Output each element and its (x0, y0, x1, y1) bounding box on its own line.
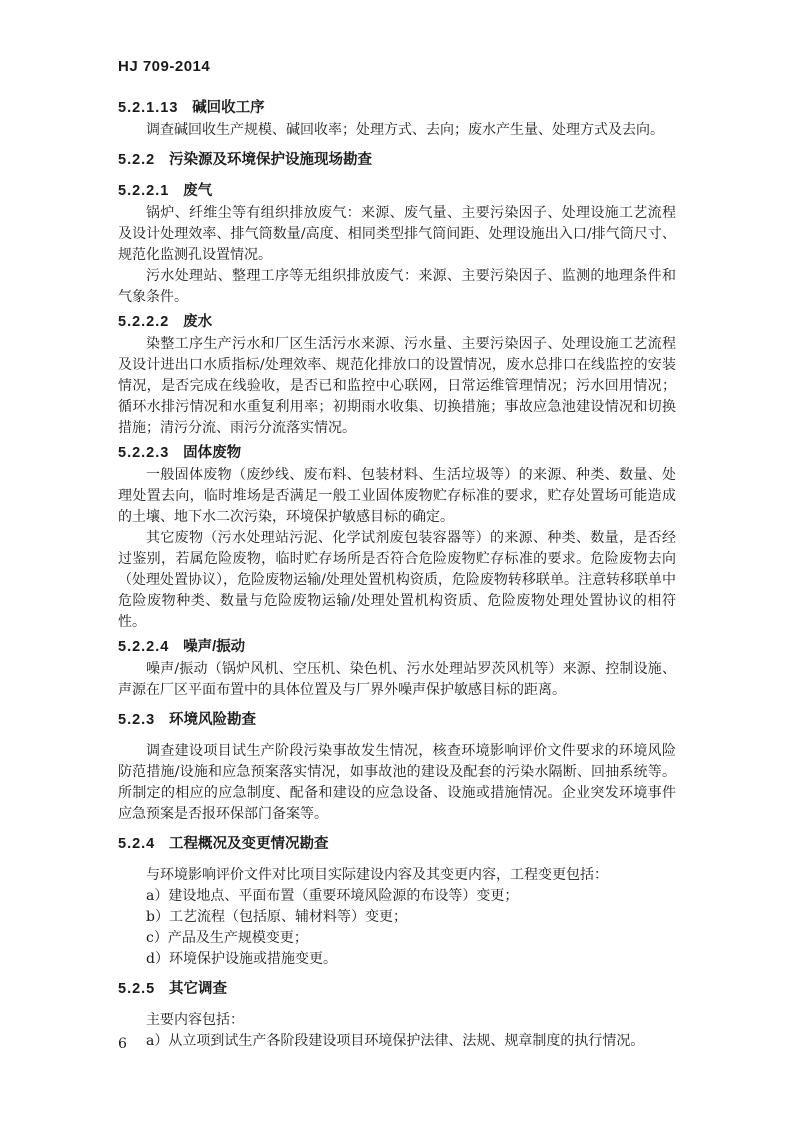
section-heading (118, 443, 676, 464)
section-number: 5.2.3 (118, 712, 156, 728)
section-5.2.5 (118, 979, 676, 1052)
list-item: d）环境保护设施或措施变更。 (146, 951, 337, 967)
section-5.2.2.3 (118, 443, 676, 633)
paragraph: 其它废物（污水处理站污泥、化学试剂废包装容器等）的来源、种类、数量，是否经过鉴别，若属危险废物，临时贮存场所是否符合危险废物贮存标准的要求。危险废物去向（处理处置协议），危险废物运输/处理处置机构资质，危险废物转移联单。注意转移联单中危险废物种类、数量与危险废物运输/处理处置机构资质、危险废物处理处置协议的相符性。 (118, 530, 676, 630)
section-number: 5.2.2.3 (118, 445, 170, 461)
section-heading (118, 150, 676, 171)
section-heading (118, 181, 676, 202)
section-number: 5.2.4 (118, 836, 156, 852)
paragraph: 一般固体废物（废纱线、废布料、包装材料、生活垃圾等）的来源、种类、数量、处理处置去向，临时堆场是否满足一般工业固体废物贮存标准的要求，贮存处置场可能造成的土壤、地下水二次污染，环境保护敏感目标的确定。 (118, 467, 676, 525)
section-number: 5.2.5 (118, 981, 156, 997)
section-5.2.2.1 (118, 181, 676, 308)
section-heading (118, 98, 676, 119)
page-number: 6 (118, 1036, 127, 1052)
paragraph: 锅炉、纤维尘等有组织排放废气：来源、废气量、主要污染因子、处理设施工艺流程及设计处理效率、排气筒数量/高度、相同类型排气筒间距、处理设施出入口/排气筒尺寸、规范化监测孔设置情况。 (118, 205, 676, 263)
section-title: 工程概况及变更情况勘查 (169, 836, 329, 852)
document-header-standard-code: HJ 709-2014 (118, 58, 211, 75)
section-5.2.4 (118, 834, 676, 970)
section-5.2.3 (118, 710, 676, 825)
section-title: 废气 (183, 183, 213, 199)
section-title: 其它调查 (169, 981, 228, 997)
paragraph: 与环境影响评价文件对比项目实际建设内容及其变更内容，工程变更包括： (146, 867, 608, 883)
section-title: 固体废物 (183, 445, 242, 461)
paragraph: 污水处理站、整理工序等无组织排放废气：来源、主要污染因子、监测的地理条件和气象条件。 (118, 268, 676, 305)
section-title: 废水 (183, 314, 213, 330)
section-heading (118, 637, 676, 658)
section-5.2.1.13 (118, 98, 676, 141)
paragraph: 染整工序生产污水和厂区生活污水来源、污水量、主要污染因子、处理设施工艺流程及设计进出口水质指标/处理效率、规范化排放口的设置情况，废水总排口在线监控的安装情况，是否完成在线验收，是否已和监控中心联网，日常运维管理情况；污水回用情况；循环水排污情况和水重复利用率；初期雨水收集、切换措施；事故应急池建设情况和切换措施；清污分流、雨污分流落实情况。 (118, 336, 676, 436)
section-5.2.2.2 (118, 312, 676, 439)
section-title: 环境风险勘查 (169, 712, 257, 728)
section-heading (118, 979, 676, 1000)
section-5.2.2.4 (118, 637, 676, 701)
section-title: 碱回收工序 (192, 100, 265, 116)
paragraph: 调查碱回收生产规模、碱回收率；处理方式、去向；废水产生量、处理方式及去向。 (146, 122, 664, 138)
paragraph: 噪声/振动（锅炉风机、空压机、染色机、污水处理站罗茨风机等）来源、控制设施、声源在厂区平面布置中的具体位置及与厂界外噪声保护敏感目标的距离。 (118, 661, 676, 698)
section-heading (118, 710, 676, 731)
list-item: a）从立项到试生产各阶段建设项目环境保护法律、法规、规章制度的执行情况。 (146, 1033, 645, 1049)
section-title: 污染源及环境保护设施现场勘查 (169, 152, 373, 168)
section-5.2.2 (118, 150, 676, 171)
paragraph: 调查建设项目试生产阶段污染事故发生情况，核查环境影响评价文件要求的环境风险防范措施/设施和应急预案落实情况，如事故池的建设及配套的污染水隔断、回抽系统等。所制定的相应的应急制度、配备和建设的应急设备、设施或措施情况。企业突发环境事件应急预案是否报环保部门备案等。 (118, 743, 676, 822)
list-item: c）产品及生产规模变更； (146, 930, 308, 946)
document-content (118, 94, 676, 1052)
section-number: 5.2.2.1 (118, 183, 170, 199)
section-heading (118, 834, 676, 855)
section-title: 噪声/振动 (183, 639, 246, 655)
section-number: 5.2.2 (118, 152, 156, 168)
paragraph: 主要内容包括： (146, 1012, 244, 1028)
list-item: a）建设地点、平面布置（重要环境风险源的布设等）变更； (146, 888, 519, 904)
list-item: b）工艺流程（包括原、辅材料等）变更； (146, 909, 407, 925)
section-heading (118, 312, 676, 333)
section-number: 5.2.2.2 (118, 314, 170, 330)
section-number: 5.2.2.4 (118, 639, 170, 655)
section-number: 5.2.1.13 (118, 100, 179, 116)
